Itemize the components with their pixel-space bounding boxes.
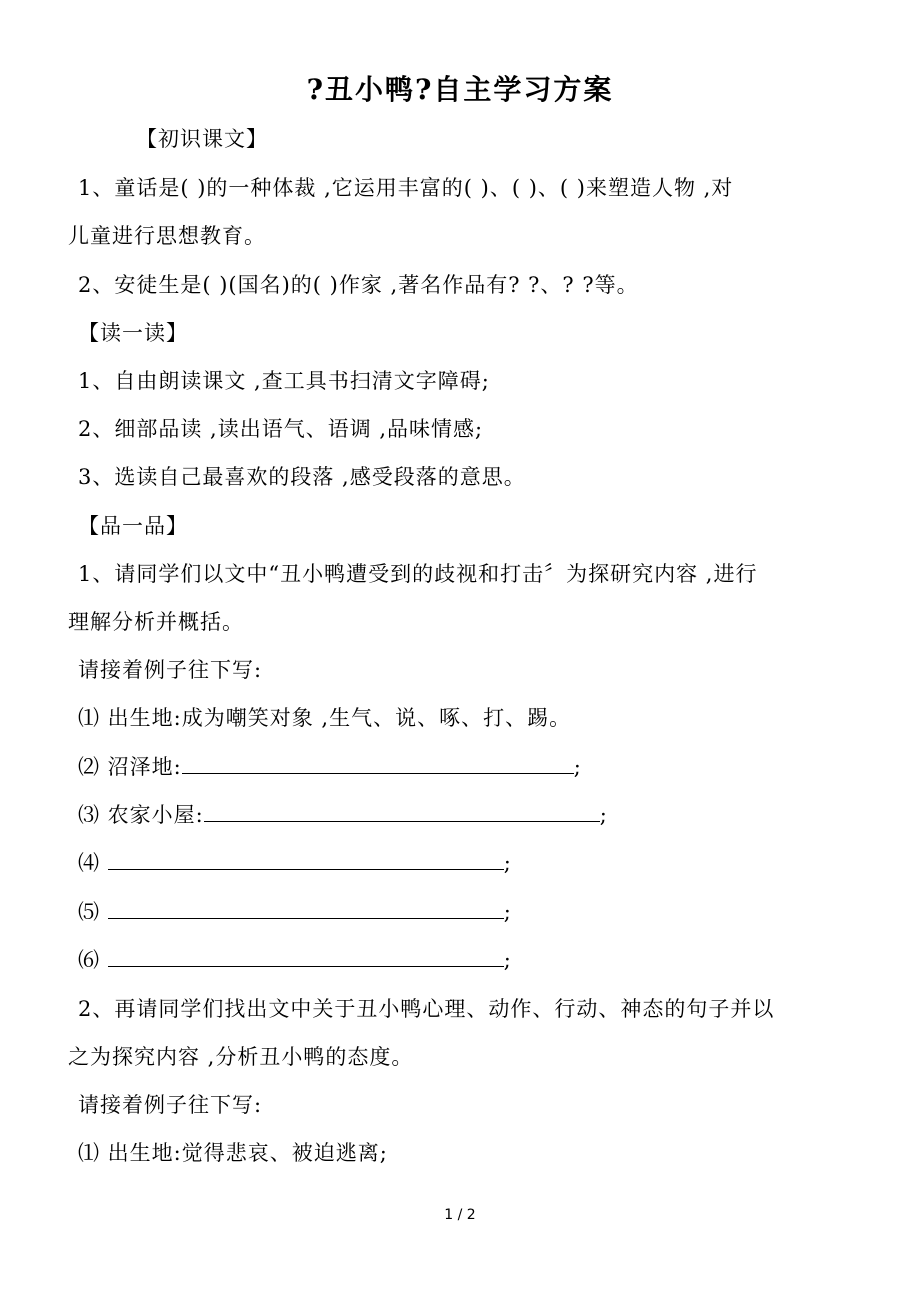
list2-item-1: ⑴ 出生地:觉得悲哀、被迫逃离; [78,1141,388,1165]
question-2: 2、安徒生是( )(国名)的( )作家 ,著名作品有? ?、? ?等。 [78,273,639,297]
example-prompt-2: 请接着例子往下写: [78,1093,263,1117]
section-heading-appreciate: 【品一品】 [78,514,188,538]
list1-item-1: ⑴ 出生地:成为嘲笑对象 ,生气、说、啄、打、踢。 [78,706,572,730]
list1-item-5-label: ⑸ [78,900,100,924]
document-title: ?丑小鸭?自主学习方案 [306,73,614,106]
read-item-3: 3、选读自己最喜欢的段落 ,感受段落的意思。 [78,465,526,489]
semicolon: ; [503,851,512,875]
read-item-2: 2、细部品读 ,读出语气、语调 ,品味情感; [78,417,484,441]
answer-blank-5[interactable] [108,898,504,919]
section-heading-intro: 【初识课文】 [136,127,268,151]
appreciate-question-2-line-2: 之为探究内容 ,分析丑小鸭的态度。 [68,1045,414,1069]
appreciate-question-1-line-1: 1、请同学们以文中“丑小鸭遭受到的歧视和打击〞为探研究内容 ,进行 [78,562,758,586]
read-item-1: 1、自由朗读课文 ,查工具书扫清文字障碍; [78,369,490,393]
section-heading-read: 【读一读】 [78,321,188,345]
list1-item-6-label: ⑹ [78,948,100,972]
answer-blank-6[interactable] [108,946,504,967]
semicolon: ; [503,900,512,924]
list1-item-4 [78,848,512,878]
question-1-line-1: 1、童话是( )的一种体裁 ,它运用丰富的( )、( )、( )来塑造人物 ,对 [78,176,734,200]
list1-item-2 [78,752,582,782]
appreciate-question-1-line-2: 理解分析并概括。 [68,610,244,634]
answer-blank-farmhouse[interactable] [204,801,600,822]
page-number: 1 / 2 [444,1207,476,1223]
semicolon: ; [573,755,582,779]
answer-blank-4[interactable] [108,849,504,870]
list1-item-3-label: ⑶ 农家小屋: [78,803,204,827]
question-1-line-2: 儿童进行思想教育。 [68,224,266,248]
example-prompt-1: 请接着例子往下写: [78,658,263,682]
list1-item-2-label: ⑵ 沼泽地: [78,755,182,779]
list1-item-5 [78,897,512,927]
list1-item-6 [78,945,512,975]
list1-item-3 [78,800,608,830]
answer-blank-swamp[interactable] [182,753,574,774]
appreciate-question-2-line-1: 2、再请同学们找出文中关于丑小鸭心理、动作、行动、神态的句子并以 [78,997,775,1021]
semicolon: ; [599,803,608,827]
list1-item-4-label: ⑷ [78,851,100,875]
semicolon: ; [503,948,512,972]
